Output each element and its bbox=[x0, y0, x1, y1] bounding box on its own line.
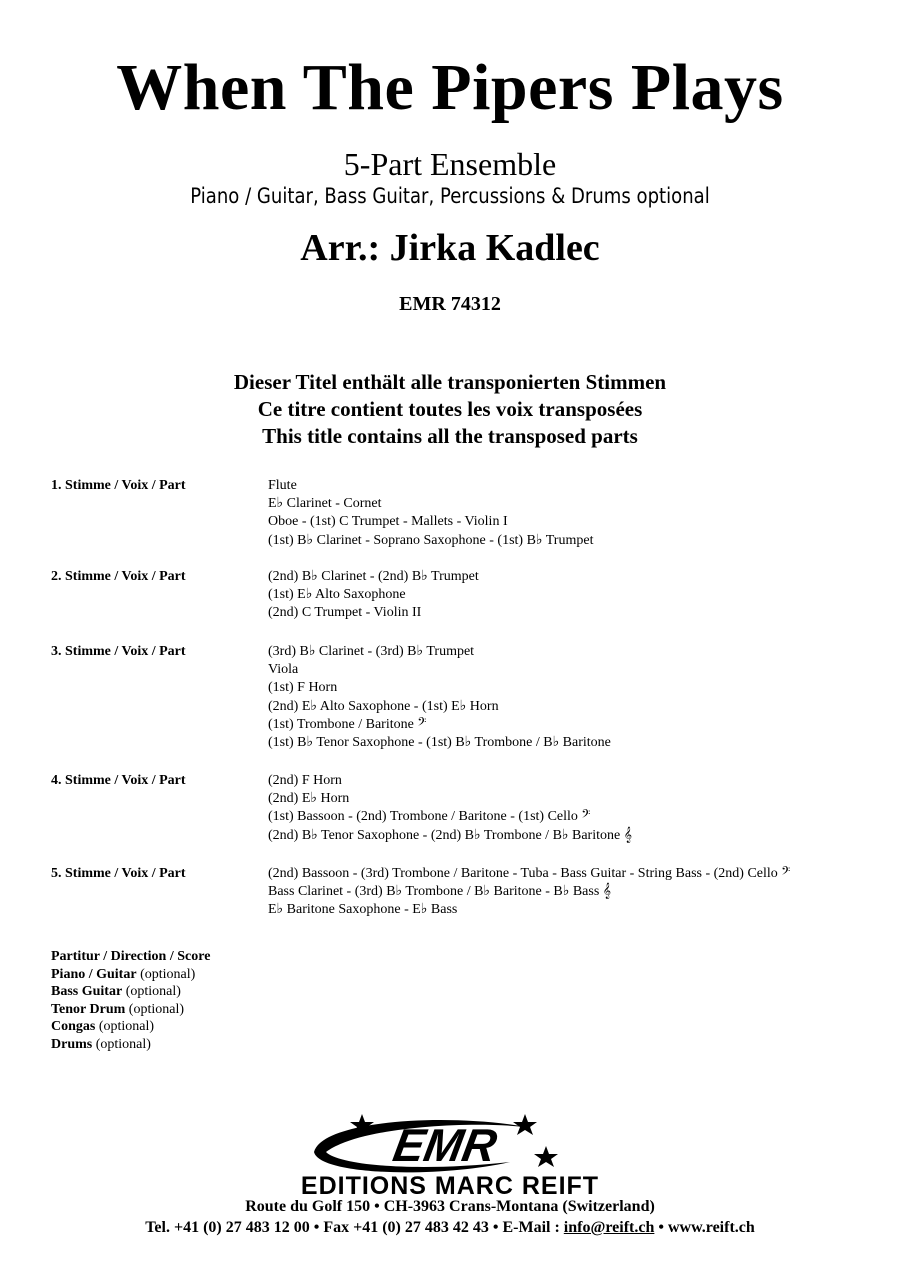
extra-part-name: Congas bbox=[51, 1019, 96, 1034]
part-instruments bbox=[268, 568, 479, 623]
instrument-line: Viola bbox=[268, 662, 299, 678]
instrument-line: Oboe - (1st) C Trumpet - Mallets - Violin I bbox=[268, 514, 508, 530]
arranger: Arr.: Jirka Kadlec bbox=[300, 227, 600, 269]
part-instruments bbox=[268, 477, 593, 550]
part-instruments bbox=[268, 865, 790, 920]
extra-part-name: Drums bbox=[51, 1036, 93, 1052]
instrument-line: Flute bbox=[268, 478, 297, 493]
extra-part-name: Bass Guitar bbox=[51, 984, 123, 999]
instrument-line: (1st) F Horn bbox=[268, 680, 338, 696]
subtitle: 5-Part Ensemble bbox=[343, 146, 557, 182]
part-label: 2. Stimme / Voix / Part bbox=[51, 569, 186, 584]
publisher-contact bbox=[0, 1218, 900, 1238]
part-label: 4. Stimme / Voix / Part bbox=[51, 773, 186, 788]
logo-text: EMR bbox=[389, 1119, 501, 1171]
extra-part-note: (optional) bbox=[95, 1036, 151, 1052]
extra-parts-list bbox=[51, 948, 210, 1053]
instrument-line: (2nd) F Horn bbox=[268, 773, 342, 788]
contact-phone-fax: Tel. +41 (0) 27 483 12 00 • Fax +41 (0) 27 483 42 43 • E-Mail : bbox=[145, 1219, 564, 1236]
extra-part-name: Tenor Drum bbox=[51, 1001, 126, 1017]
extra-part bbox=[51, 1018, 210, 1036]
part-instruments bbox=[268, 772, 632, 845]
instrument-line: (1st) B♭ Clarinet - Soprano Saxophone - (1st) B♭ Trumpet bbox=[268, 532, 594, 548]
instrument-line: E♭ Clarinet - Cornet bbox=[268, 496, 382, 512]
logo-publisher-name: EDITIONS MARC REIFT bbox=[300, 1172, 600, 1198]
instrument-line: (1st) Bassoon - (2nd) Trombone / Baritone - (1st) Cello 𝄢 bbox=[268, 809, 591, 825]
intro-english: This title contains all the transposed parts bbox=[262, 424, 638, 448]
extra-part-name: Piano / Guitar bbox=[51, 966, 137, 982]
extra-part-note: (optional) bbox=[128, 1001, 185, 1017]
extra-part bbox=[51, 983, 210, 1001]
instrument-line: (1st) Trombone / Baritone 𝄢 bbox=[268, 716, 427, 732]
intro-german: Dieser Titel enthält alle transponierten Stimmen bbox=[233, 370, 667, 394]
instrument-line: (1st) B♭ Tenor Saxophone - (1st) B♭ Trombone / B♭ Baritone bbox=[268, 734, 611, 750]
extra-part bbox=[51, 966, 210, 984]
instrument-line: (2nd) C Trumpet - Violin II bbox=[268, 605, 422, 621]
publisher-address: Route du Golf 150 • CH-3963 Crans-Montana (Switzerland) bbox=[245, 1198, 655, 1215]
part-label: 5. Stimme / Voix / Part bbox=[51, 866, 186, 881]
instrument-line: (2nd) B♭ Clarinet - (2nd) B♭ Trumpet bbox=[268, 569, 479, 584]
instrument-line: (2nd) B♭ Tenor Saxophone - (2nd) B♭ Trombone / B♭ Baritone 𝄞 bbox=[268, 827, 632, 843]
website-link[interactable]: • www.reift.ch bbox=[654, 1219, 755, 1236]
catalog-number: EMR 74312 bbox=[399, 293, 501, 315]
instrument-line: (2nd) E♭ Alto Saxophone - (1st) E♭ Horn bbox=[268, 698, 499, 714]
extra-part-note: (optional) bbox=[140, 966, 196, 982]
instrument-line: (1st) E♭ Alto Saxophone bbox=[268, 587, 406, 603]
extra-part bbox=[51, 1001, 210, 1019]
instrument-line: (3rd) B♭ Clarinet - (3rd) B♭ Trumpet bbox=[268, 644, 475, 659]
instrument-line: Bass Clarinet - (3rd) B♭ Trombone / B♭ Baritone - B♭ Bass 𝄞 bbox=[268, 884, 612, 900]
instrumentation: Piano / Guitar, Bass Guitar, Percussions & Drums optional bbox=[190, 184, 710, 208]
emr-logo bbox=[300, 1106, 600, 1198]
part-instruments bbox=[268, 643, 611, 752]
part-label: 3. Stimme / Voix / Part bbox=[51, 644, 186, 659]
extra-part-name: Partitur / Direction / Score bbox=[51, 949, 211, 964]
extra-part bbox=[51, 1036, 210, 1054]
extra-part-note: (optional) bbox=[125, 984, 181, 999]
part-label: 1. Stimme / Voix / Part bbox=[51, 478, 186, 493]
extra-part-note: (optional) bbox=[98, 1019, 155, 1034]
email-link[interactable]: info@reift.ch bbox=[563, 1219, 655, 1236]
instrument-line: (2nd) E♭ Horn bbox=[268, 791, 350, 807]
extra-part bbox=[51, 948, 210, 966]
instrument-line: E♭ Baritone Saxophone - E♭ Bass bbox=[268, 902, 458, 918]
intro-french: Ce titre contient toutes les voix transposées bbox=[257, 397, 643, 421]
page-title: When The Pipers Plays bbox=[116, 51, 784, 124]
instrument-line: (2nd) Bassoon - (3rd) Trombone / Baritone - Tuba - Bass Guitar - String Bass - (2nd) Cello 𝄢 bbox=[268, 866, 791, 881]
